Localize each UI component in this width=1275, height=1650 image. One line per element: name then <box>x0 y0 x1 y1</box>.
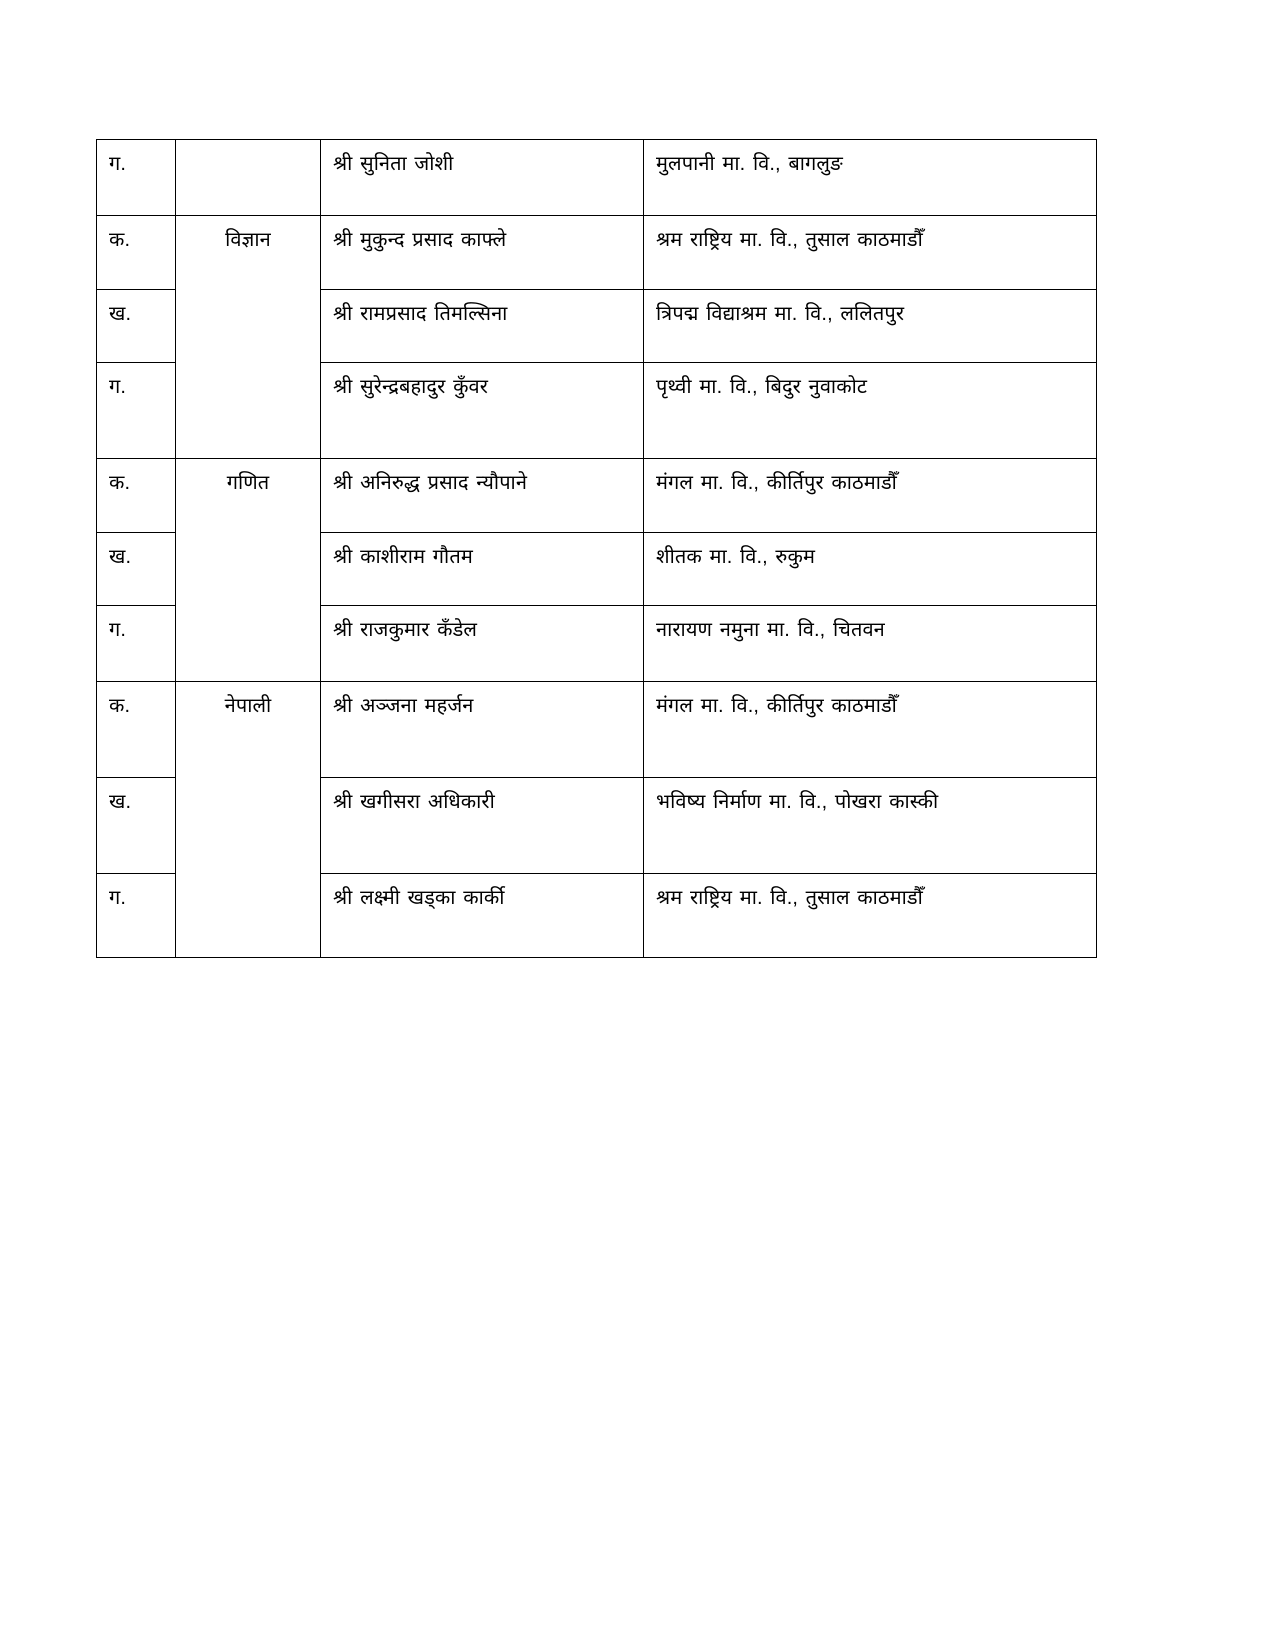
person-name-cell: श्री रामप्रसाद तिमल्सिना <box>321 290 644 363</box>
school-address-cell: नारायण नमुना मा. वि., चितवन <box>644 606 1097 682</box>
school-address-cell: श्रम राष्ट्रिय मा. वि., तुसाल काठमाडौँ <box>644 216 1097 290</box>
subject-cell-empty <box>176 140 321 216</box>
serial-letter-cell: ग. <box>97 140 176 216</box>
school-address-cell: पृथ्वी मा. वि., बिदुर नुवाकोट <box>644 363 1097 459</box>
serial-letter-cell: ख. <box>97 778 176 874</box>
person-name-cell: श्री अनिरुद्ध प्रसाद न्यौपाने <box>321 459 644 533</box>
person-name-cell: श्री लक्ष्मी खड्का कार्की <box>321 874 644 958</box>
person-name-cell: श्री सुनिता जोशी <box>321 140 644 216</box>
serial-letter-cell: ख. <box>97 290 176 363</box>
school-address-cell: शीतक मा. वि., रुकुम <box>644 533 1097 606</box>
serial-letter-cell: ग. <box>97 874 176 958</box>
person-name-cell: श्री काशीराम गौतम <box>321 533 644 606</box>
roster-table <box>96 139 1097 958</box>
serial-letter-cell: ग. <box>97 363 176 459</box>
school-address-cell: त्रिपद्म विद्याश्रम मा. वि., ललितपुर <box>644 290 1097 363</box>
serial-letter-cell: ख. <box>97 533 176 606</box>
subject-cell-ganit: गणित <box>176 459 321 682</box>
school-address-cell: श्रम राष्ट्रिय मा. वि., तुसाल काठमाडौँ <box>644 874 1097 958</box>
roster-table-container <box>96 139 1096 958</box>
table-row <box>97 459 1097 533</box>
person-name-cell: श्री अञ्जना महर्जन <box>321 682 644 778</box>
person-name-cell: श्री मुकुन्द प्रसाद काफ्ले <box>321 216 644 290</box>
school-address-cell: भविष्य निर्माण मा. वि., पोखरा कास्की <box>644 778 1097 874</box>
serial-letter-cell: क. <box>97 682 176 778</box>
table-row <box>97 682 1097 778</box>
subject-cell-vigyan: विज्ञान <box>176 216 321 459</box>
school-address-cell: मुलपानी मा. वि., बागलुङ <box>644 140 1097 216</box>
school-address-cell: मंगल मा. वि., कीर्तिपुर काठमाडौँ <box>644 459 1097 533</box>
serial-letter-cell: ग. <box>97 606 176 682</box>
school-address-cell: मंगल मा. वि., कीर्तिपुर काठमाडौँ <box>644 682 1097 778</box>
table-row <box>97 216 1097 290</box>
person-name-cell: श्री सुरेन्द्रबहादुर कुँवर <box>321 363 644 459</box>
subject-cell-nepali: नेपाली <box>176 682 321 958</box>
serial-letter-cell: क. <box>97 459 176 533</box>
person-name-cell: श्री खगीसरा अधिकारी <box>321 778 644 874</box>
roster-table-body <box>97 140 1097 958</box>
serial-letter-cell: क. <box>97 216 176 290</box>
person-name-cell: श्री राजकुमार कँडेल <box>321 606 644 682</box>
table-row <box>97 140 1097 216</box>
